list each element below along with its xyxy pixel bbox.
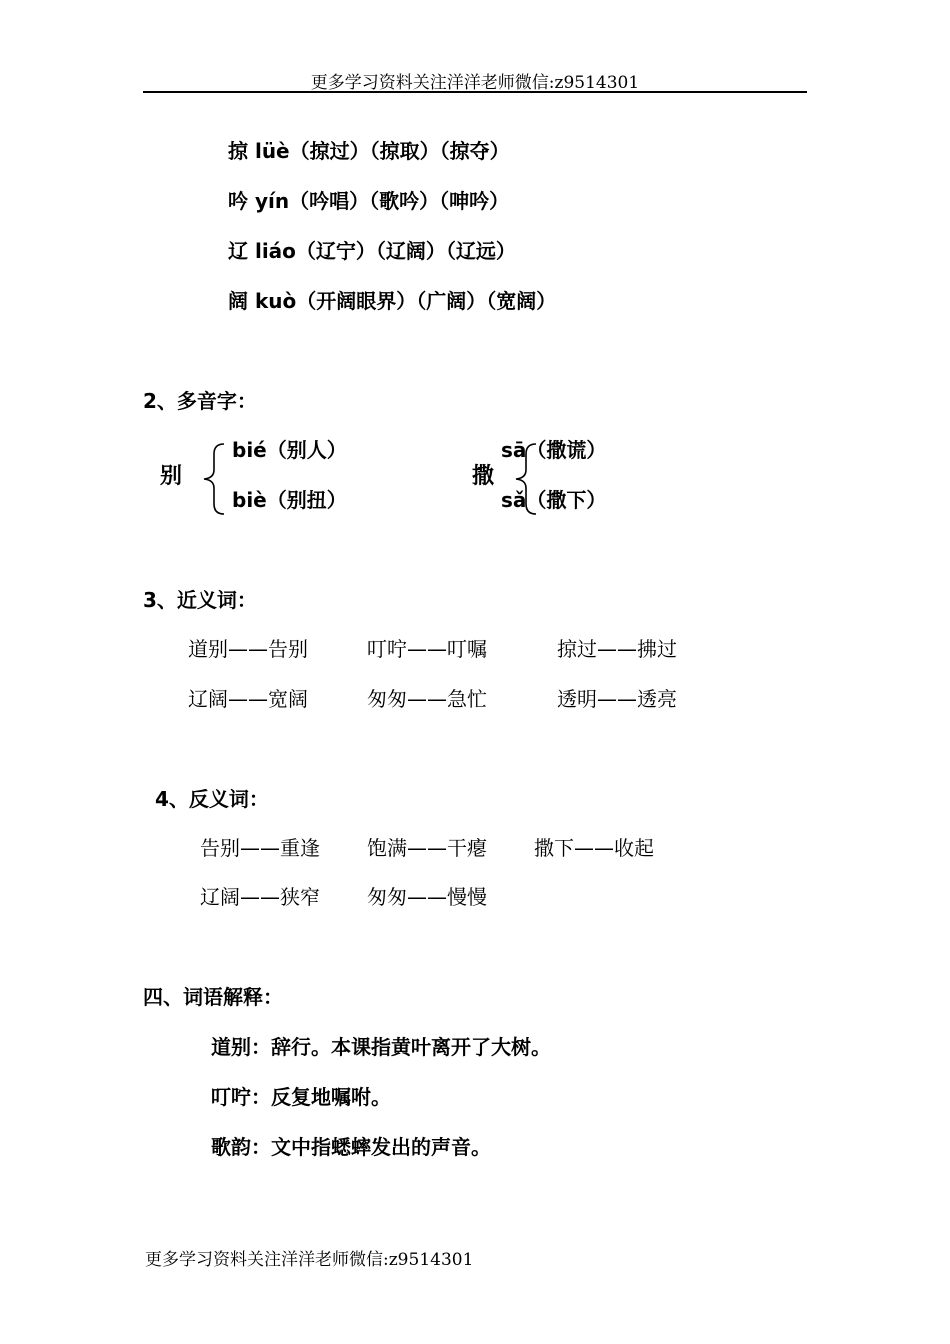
antonyms-heading: 4、反义词： (155, 787, 269, 811)
polyphonic-reading-2a: sā（撒谎） (501, 438, 607, 462)
definition-item: 叮咛：反复地嘱咐。 (211, 1085, 391, 1109)
synonym-pair: 掠过——拂过 (557, 637, 677, 661)
header-rule (143, 91, 807, 93)
polyphonic-heading: 2、多音字： (143, 389, 257, 413)
definition-item: 道别：辞行。本课指黄叶离开了大树。 (211, 1035, 551, 1059)
antonym-pair: 辽阔——狭窄 (200, 885, 320, 909)
polyphonic-reading-2b: sǎ（撒下） (501, 488, 607, 512)
antonym-pair: 告别——重逢 (200, 836, 320, 860)
definitions-heading: 四、词语解释： (143, 985, 283, 1009)
synonym-pair: 道别——告别 (188, 637, 308, 661)
vocab-line-1: 掠 lüè（掠过）（掠取）（掠夺） (228, 139, 510, 163)
page-header: 更多学习资料关注洋洋老师微信:z9514301 (310, 73, 640, 93)
vocab-line-2: 吟 yín（吟唱）（歌吟）（呻吟） (228, 189, 510, 213)
synonyms-heading: 3、近义词： (143, 588, 257, 612)
vocab-line-3: 辽 liáo（辽宁）（辽阔）（辽远） (228, 239, 516, 263)
vocab-line-4: 阔 kuò（开阔眼界）（广阔）（宽阔） (228, 289, 557, 313)
synonym-pair: 透明——透亮 (557, 687, 677, 711)
synonym-pair: 叮咛——叮嘱 (367, 637, 487, 661)
polyphonic-reading-1b: biè（别扭） (232, 488, 347, 512)
antonym-pair: 饱满——干瘪 (367, 836, 487, 860)
antonym-pair: 撒下——收起 (534, 836, 654, 860)
synonym-pair: 辽阔——宽阔 (188, 687, 308, 711)
polyphonic-char-2: 撒 (472, 464, 495, 489)
definition-item: 歌韵：文中指蟋蟀发出的声音。 (211, 1135, 491, 1159)
synonym-pair: 匆匆——急忙 (367, 687, 487, 711)
brace-1 (200, 442, 230, 516)
polyphonic-char-1: 别 (160, 464, 183, 489)
antonym-pair: 匆匆——慢慢 (367, 885, 487, 909)
polyphonic-reading-1a: bié（别人） (232, 438, 347, 462)
page-footer: 更多学习资料关注洋洋老师微信:z9514301 (145, 1250, 474, 1270)
